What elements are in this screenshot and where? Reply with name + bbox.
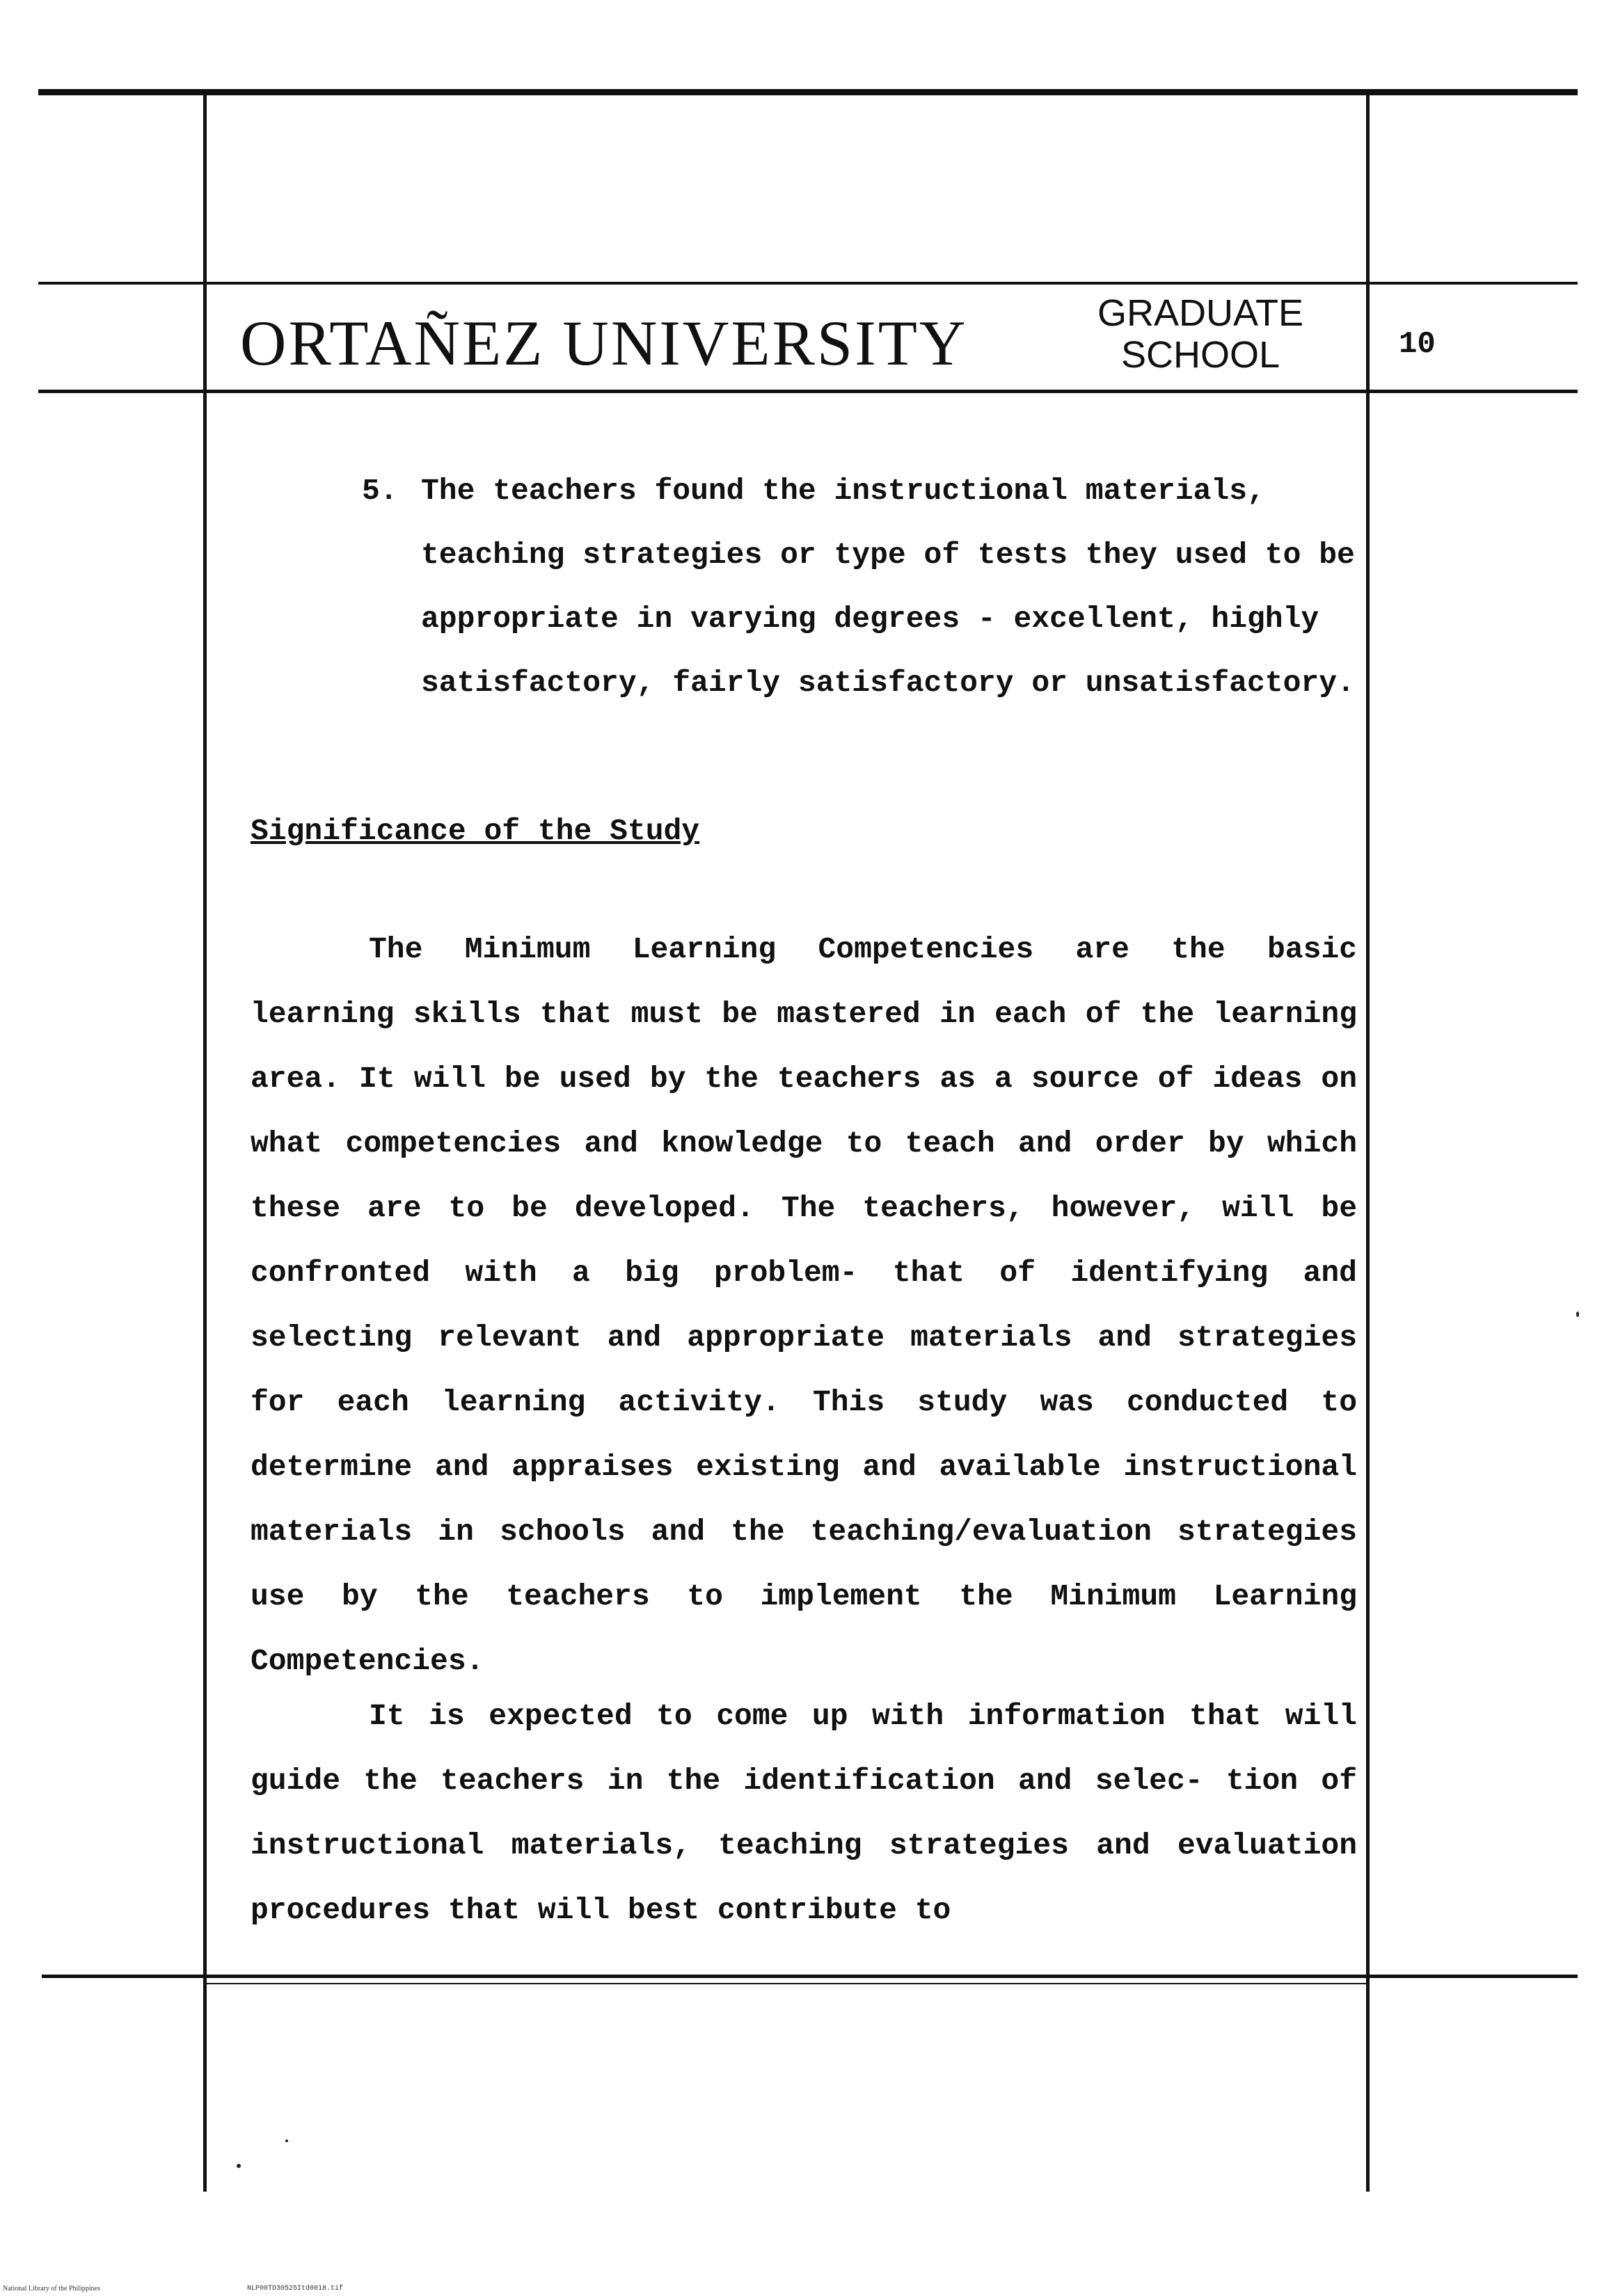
university-name: ORTAÑEZ UNIVERSITY (240, 308, 968, 378)
school-name-line1: GRADUATE (1097, 292, 1304, 334)
library-credit: National Library of the Philippines (3, 2285, 100, 2293)
list-item-number: 5. (362, 474, 398, 508)
scan-speck (1576, 1312, 1579, 1317)
list-item (362, 459, 1406, 715)
list-item-text: The teachers found the instructional materials, teaching strategies or type of tests they used to be appropriate in varying degrees - excellent, highly satisfactory, fairly satisfactory or unsatisfactory. (421, 474, 1355, 700)
page-number: 10 (1399, 327, 1436, 362)
paragraph-2: It is expected to come up with information that will guide the teachers in the identification and selec- tion of instructional materials, teaching strategies and evaluation procedures that will best contribute to (251, 1699, 1357, 1927)
header-top-rule (38, 282, 1578, 285)
school-name (1068, 292, 1333, 376)
section-heading: Significance of the Study (251, 814, 700, 848)
scan-speck (237, 2164, 241, 2168)
paragraph-1: The Minimum Learning Competencies are the basic learning skills that must be mastered in each of the learning area. It will be used by the teachers as a source of ideas on what competencies and knowledge to teach and order by which these are to be developed. The teachers, however, will be confronted with a big problem- that of identifying and selecting relevant and appropriate materials and strategies for each learning activity. This study was conducted to determine and appraises existing and available instructional materials in schools and the teaching/evaluation strategies use by the teachers to implement the Minimum Learning Competencies. (251, 932, 1357, 1678)
left-margin-rule (203, 90, 207, 2192)
right-margin-rule (1366, 90, 1370, 2192)
footer-rule-thin (205, 1983, 1367, 1984)
scan-speck (285, 2139, 288, 2142)
school-name-line2: SCHOOL (1120, 334, 1280, 376)
scan-filename: NLP00TD30525Itd0018.tif (247, 2285, 344, 2293)
top-border-rule (38, 89, 1578, 95)
footer-rule (42, 1975, 1578, 1978)
header-bottom-rule (38, 390, 1578, 393)
